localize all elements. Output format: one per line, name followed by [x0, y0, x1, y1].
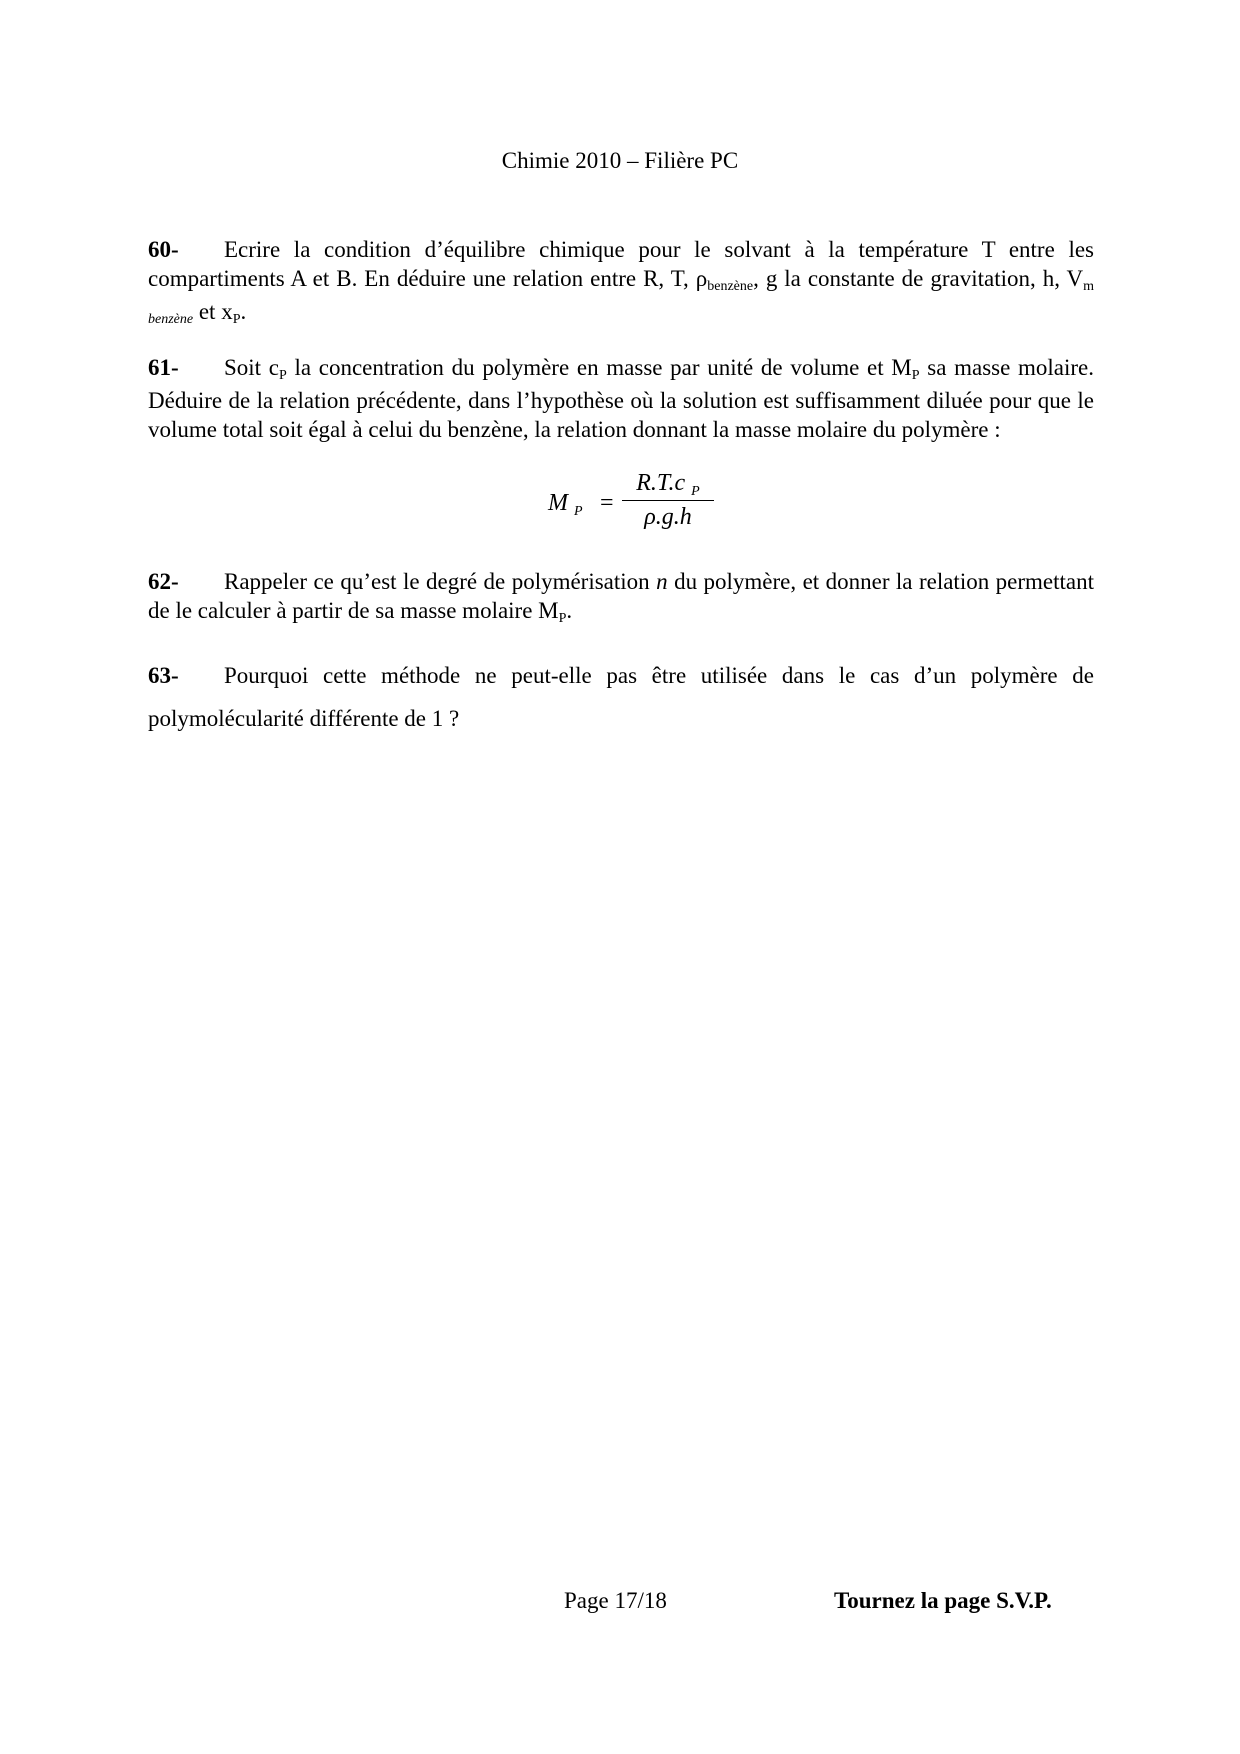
question-text: Pourquoi cette méthode ne peut-elle pas être utilisée dans le cas d’un polymère de polymolécularité différente de 1 ?	[148, 663, 1094, 731]
question-60	[148, 235, 1094, 330]
question-text: du polymère, et donner la relation permettant de le calculer à partir de sa masse molaire M	[148, 569, 1094, 623]
subscript: P	[574, 504, 583, 519]
question-text: Ecrire la condition d’équilibre chimique pour le solvant à la température T entre les compartiments A et B. En déduire une relation entre R, T, ρ	[148, 237, 1094, 291]
question-text: .	[240, 299, 247, 324]
question-text: Rappeler ce qu’est le degré de polymérisation	[224, 569, 657, 594]
question-61	[148, 353, 1094, 444]
subscript: P	[278, 368, 287, 383]
question-text: , g la constante de gravitation, h, V	[753, 266, 1084, 291]
page-number: Page 17/18	[564, 1588, 667, 1613]
subscript: P	[232, 312, 241, 327]
question-text: la concentration du polymère en masse par unité de volume et M	[286, 355, 912, 380]
question-number: 62-	[148, 569, 179, 594]
question-text: Soit c	[224, 355, 279, 380]
formula-lhs: M $_P$	[548, 490, 583, 519]
subscript: benzène	[707, 279, 754, 294]
question-number: 63-	[148, 663, 179, 688]
question-text: .	[566, 598, 573, 623]
question-text: et x	[193, 299, 233, 324]
question-number: 60-	[148, 237, 179, 262]
question-63	[148, 654, 1094, 740]
formula-fraction	[622, 470, 714, 531]
formula-denominator: ρ.g.h	[644, 504, 692, 530]
fraction-bar	[622, 500, 714, 501]
symbol-n: n	[656, 569, 668, 594]
subscript: P	[691, 484, 700, 499]
turn-page-note: Tournez la page S.V.P.	[834, 1588, 1052, 1613]
page-header	[0, 148, 1240, 174]
subscript: benzène	[148, 312, 194, 327]
question-text: sa masse molaire. Déduire de la relation précédente, dans l’hypothèse où la solution est suffisamment diluée pour que le volume total soit égal à celui du benzène, la relation donnant la masse molaire du polymère :	[148, 355, 1095, 442]
formula-equals: =	[600, 490, 614, 516]
question-62	[148, 567, 1094, 629]
formula-numerator: R.T.c $_P$	[636, 470, 700, 499]
document-title: Chimie 2010 – Filière PC	[501, 148, 739, 173]
subscript: P	[558, 611, 567, 626]
question-number: 61-	[148, 355, 179, 380]
subscript: m	[1083, 279, 1094, 294]
subscript: P	[911, 368, 920, 383]
